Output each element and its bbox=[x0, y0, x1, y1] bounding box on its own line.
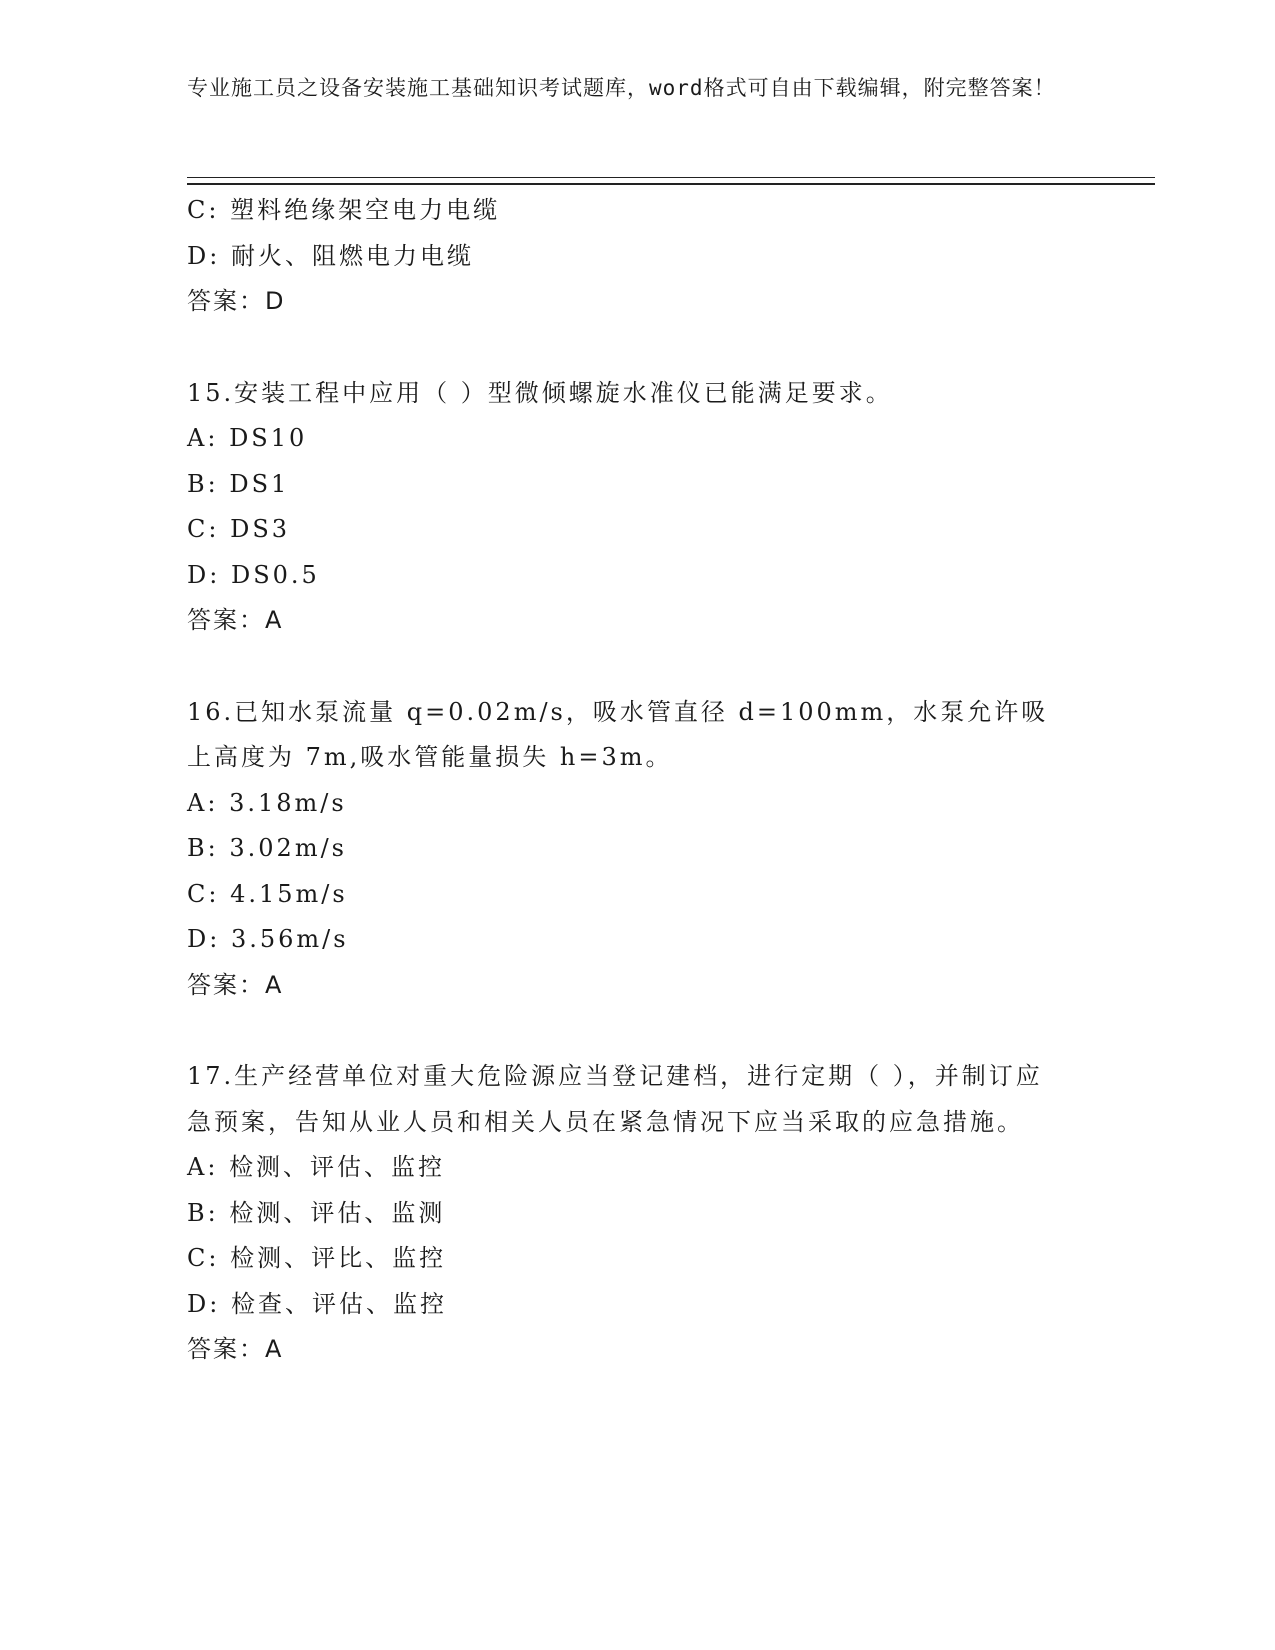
answer: 答案：A bbox=[187, 1335, 284, 1363]
question-stem: 16.已知水泵流量 q=0.02m/s，吸水管直径 d=100mm，水泵允许吸上高度为 7m,吸水管能量损失 h=3m。 bbox=[187, 697, 1049, 771]
option-a: A: 检测、评估、监控 bbox=[187, 1153, 446, 1181]
question-stem: 17.生产经营单位对重大危险源应当登记建档，进行定期（ ），并制订应急预案，告知从业人员和相关人员在紧急情况下应当采取的应急措施。 bbox=[187, 1062, 1043, 1136]
option-c: C: 4.15m/s bbox=[187, 879, 348, 908]
document-body bbox=[187, 188, 1087, 1373]
option-d: D: DS0.5 bbox=[187, 560, 320, 589]
option-c: C: 塑料绝缘架空电力电缆 bbox=[187, 196, 501, 224]
question-15 bbox=[187, 371, 1087, 644]
header-divider-thick bbox=[187, 183, 1155, 185]
question-stem: 15.安装工程中应用（ ）型微倾螺旋水准仪已能满足要求。 bbox=[187, 378, 893, 407]
question-16 bbox=[187, 690, 1087, 1009]
option-b: B: 3.02m/s bbox=[187, 834, 347, 862]
question-17 bbox=[187, 1054, 1087, 1373]
answer: 答案：A bbox=[187, 606, 284, 634]
option-b: B: 检测、评估、监测 bbox=[187, 1198, 446, 1227]
option-a: A: DS10 bbox=[187, 424, 308, 452]
option-c: C: DS3 bbox=[187, 515, 291, 543]
answer: 答案：D bbox=[187, 287, 286, 315]
option-d: D: 耐火、阻燃电力电缆 bbox=[187, 241, 474, 270]
answer: 答案：A bbox=[187, 970, 284, 999]
option-b: B: DS1 bbox=[187, 469, 290, 498]
option-d: D: 3.56m/s bbox=[187, 925, 349, 953]
document-header: 专业施工员之设备安装施工基础知识考试题库，word格式可自由下载编辑，附完整答案！ bbox=[187, 76, 1056, 100]
header-divider-thin bbox=[187, 177, 1155, 178]
option-d: D: 检查、评估、监控 bbox=[187, 1289, 447, 1318]
prev-question-continued bbox=[187, 188, 1087, 325]
option-a: A: 3.18m/s bbox=[187, 788, 347, 817]
option-c: C: 检测、评比、监控 bbox=[187, 1244, 447, 1272]
